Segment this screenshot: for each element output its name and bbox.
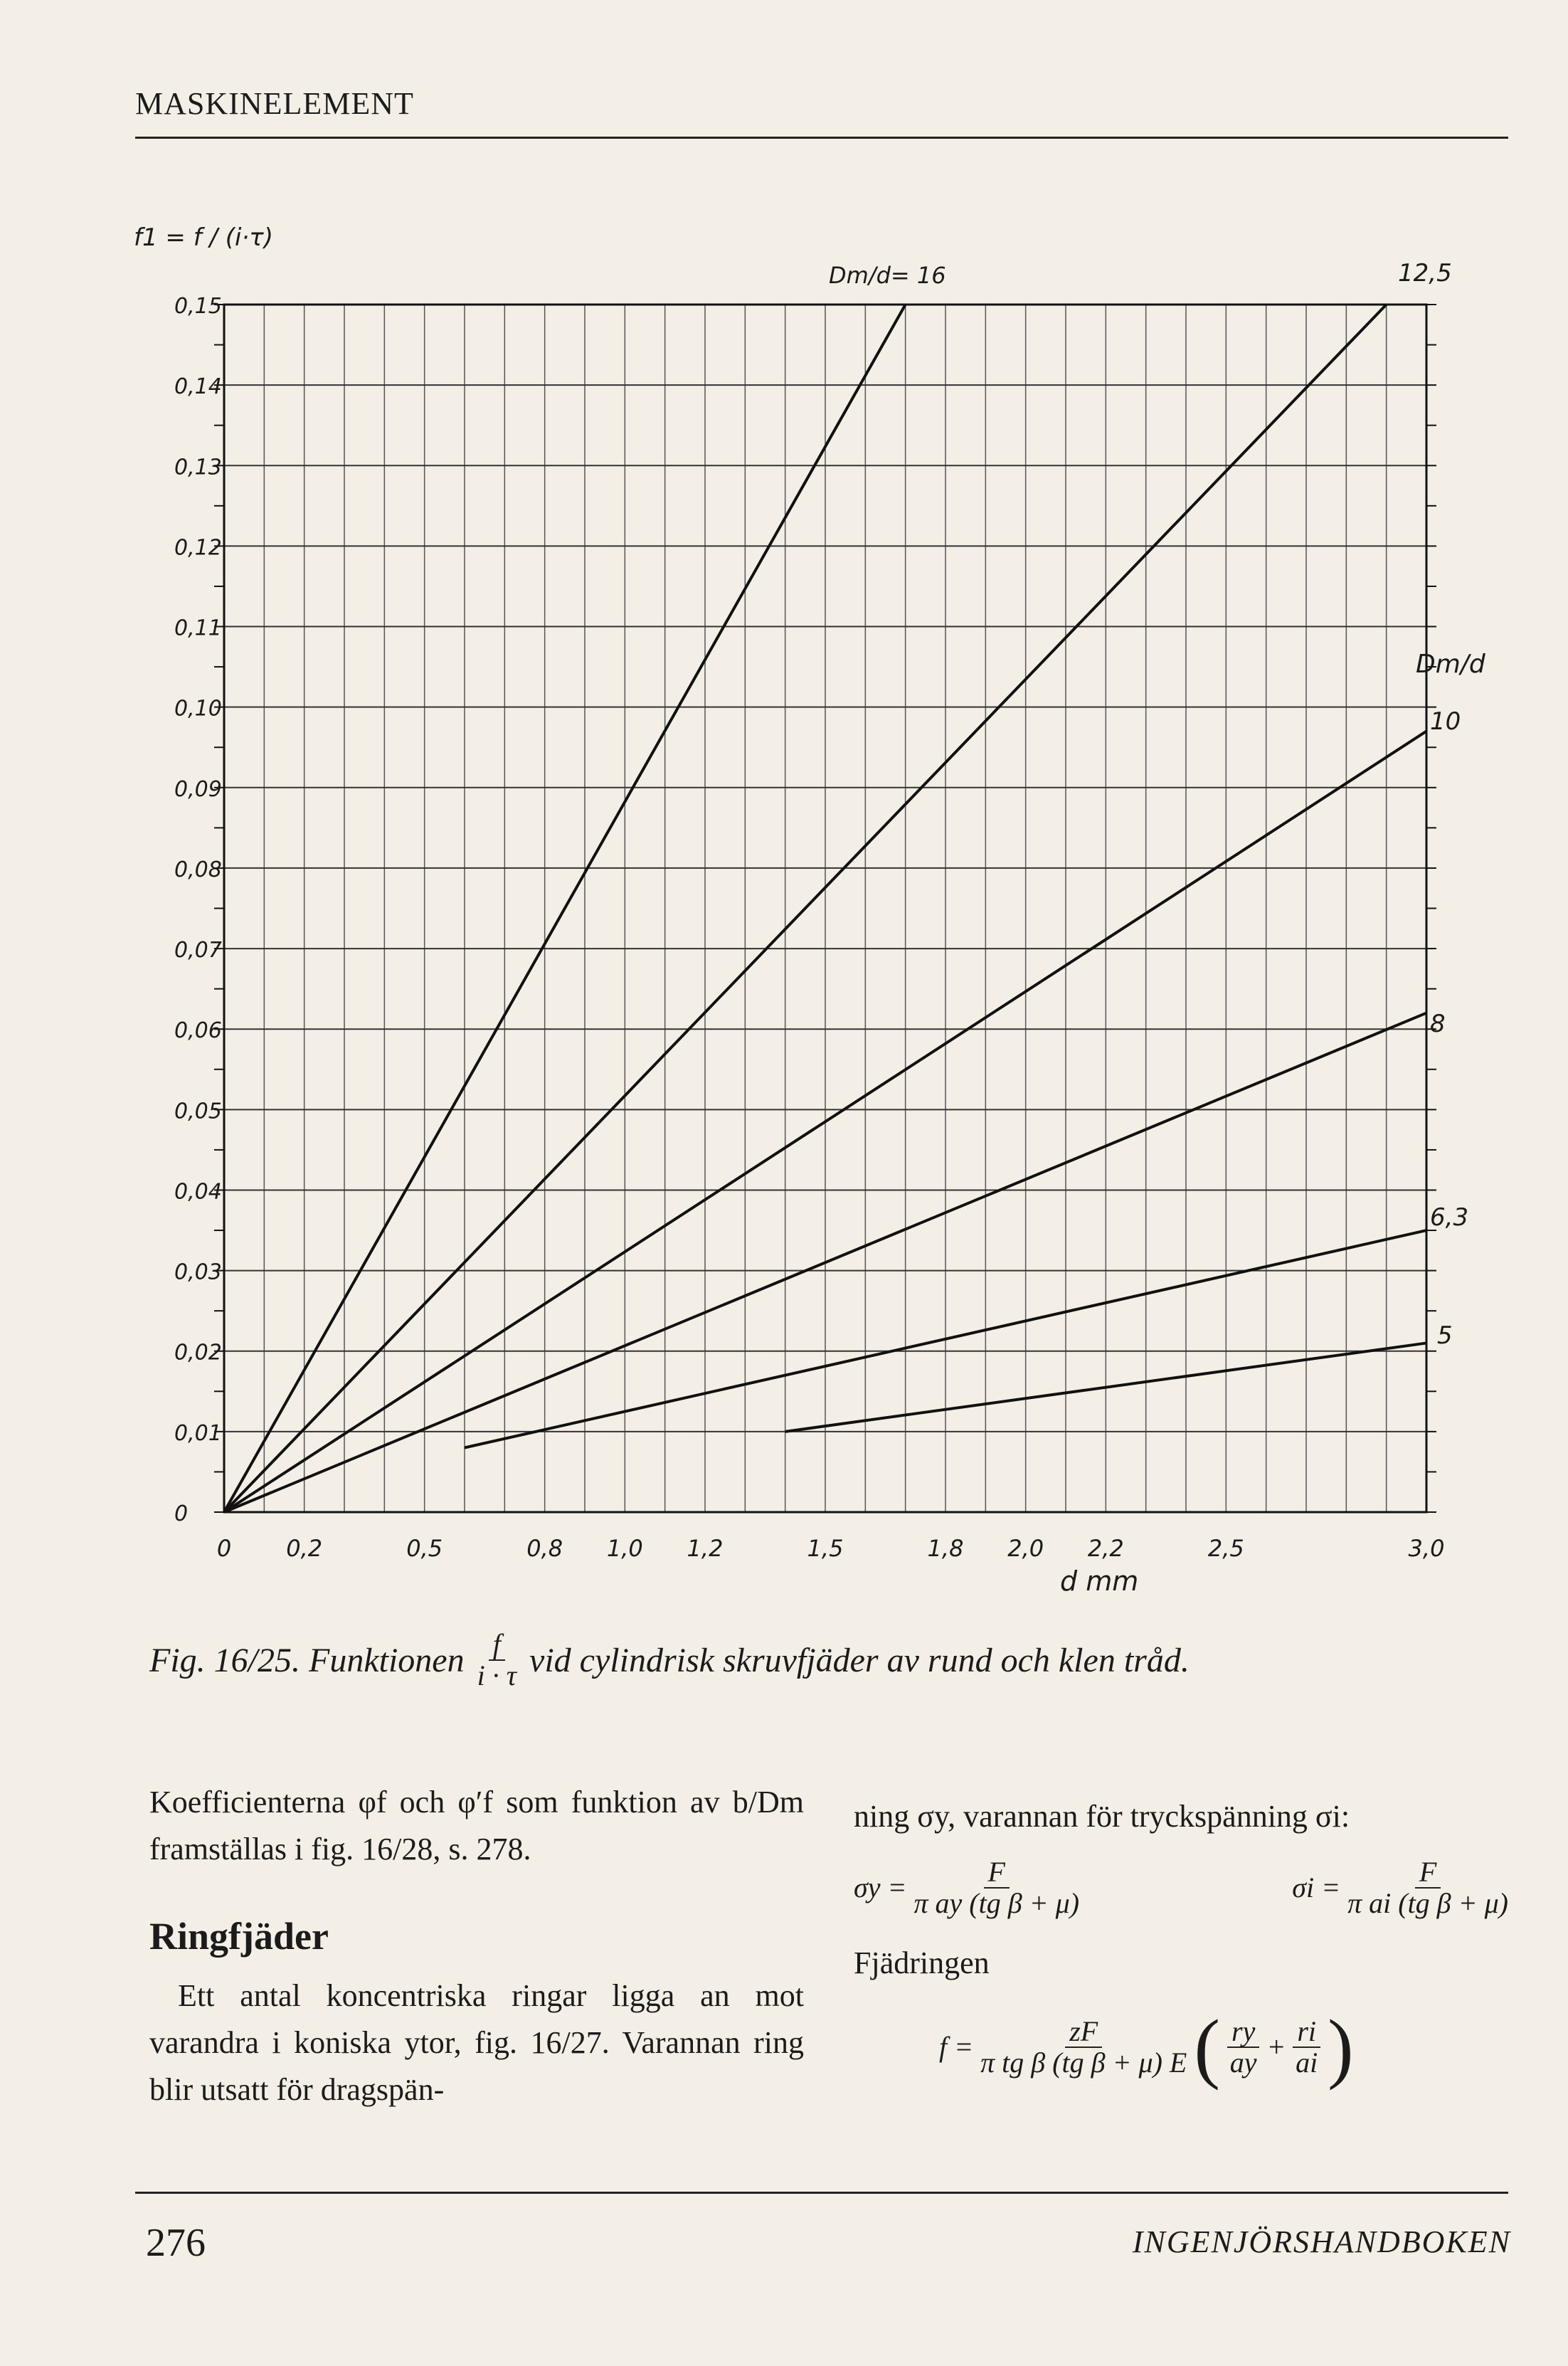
term2-fraction <box>1293 2017 1320 2078</box>
left-para-1: Koefficienterna φf och φ′f som funktion av b/Dm framställas i fig. 16/28, s. 278. <box>149 1785 804 1866</box>
y-tick-label: 0,02 <box>174 1340 222 1366</box>
sigma-y-fraction <box>913 1857 1079 1918</box>
figure-caption <box>149 1630 1430 1691</box>
caption-prefix: Fig. 16/25. Funktionen <box>149 1641 465 1679</box>
series-label: 6,3 <box>1430 1203 1469 1232</box>
book-title: INGENJÖRSHANDBOKEN <box>1132 2224 1511 2259</box>
sigma-i-den: π ai (tg β + μ) <box>1347 1887 1508 1919</box>
x-tick-label: 0,2 <box>286 1535 323 1562</box>
term1-fraction <box>1227 2017 1259 2078</box>
x-tick-label: 3,0 <box>1408 1535 1445 1562</box>
fjadringen-label: Fjädringen <box>854 1945 990 1980</box>
right-column <box>854 1793 1508 2091</box>
y-tick-label: 0,12 <box>174 535 222 561</box>
stress-formulas <box>854 1857 1508 1918</box>
y-tick-label: 0,15 <box>174 294 222 319</box>
x-tick-label: 1,0 <box>606 1535 643 1562</box>
caption-frac-den: i · τ <box>477 1659 517 1691</box>
x-tick-label: 2,0 <box>1007 1535 1044 1562</box>
sigma-i-num: F <box>1415 1857 1441 1889</box>
caption-fraction <box>477 1630 517 1691</box>
sigma-y-den: π ay (tg β + μ) <box>913 1887 1080 1919</box>
series-line <box>224 305 906 1512</box>
page-number: 276 <box>146 2221 206 2265</box>
series-label: 10 <box>1430 707 1461 736</box>
sigma-i-fraction <box>1347 1857 1508 1918</box>
x-axis-label: d mm <box>1060 1565 1139 1597</box>
right-para-1: ning σy, varannan för tryckspänning σi: <box>854 1799 1350 1834</box>
y-tick-label: 0,05 <box>174 1099 222 1124</box>
top-series-label: Dm/d= 16 <box>829 262 946 289</box>
y-tick-label: 0,09 <box>174 776 222 802</box>
y-tick-label: 0,11 <box>174 616 222 641</box>
f-den: π tg β (tg β + μ) E <box>980 2047 1187 2079</box>
y-tick-label: 0,01 <box>174 1420 222 1446</box>
y-tick-label: 0,14 <box>174 374 222 400</box>
deflection-formula <box>854 2004 1508 2091</box>
x-tick-label: 2,2 <box>1087 1535 1124 1562</box>
running-head: MASKINELEMENT <box>135 86 414 121</box>
term2-num: ri <box>1293 2017 1320 2048</box>
x-tick-label: 0,8 <box>526 1535 563 1562</box>
f-fraction <box>980 2017 1187 2078</box>
left-paren: ( <box>1194 2004 1221 2091</box>
caption-suffix: vid cylindrisk skruvfjäder av rund och klen tråd. <box>529 1641 1190 1679</box>
y-tick-label: 0,06 <box>174 1018 222 1044</box>
section-heading: Ringfjäder <box>149 1915 329 1958</box>
plus-sign: + <box>1266 2031 1286 2063</box>
x-tick-label: 1,5 <box>807 1535 844 1562</box>
x-tick-label: 1,2 <box>687 1535 724 1562</box>
y-tick-label: 0,07 <box>174 938 222 963</box>
y-tick-label: 0,08 <box>174 857 222 882</box>
series-line <box>224 305 1387 1512</box>
y-tick-label: 0 <box>174 1501 189 1526</box>
x-tick-label: 0,5 <box>406 1535 443 1562</box>
series-label: 12,5 <box>1398 259 1452 287</box>
term1-num: ry <box>1227 2017 1259 2048</box>
sigma-y-num: F <box>984 1857 1010 1889</box>
series-label: 8 <box>1430 1010 1446 1038</box>
x-tick-label: 2,5 <box>1207 1535 1244 1562</box>
term1-den: ay <box>1229 2047 1257 2079</box>
bottom-rule <box>135 2192 1508 2194</box>
legend-title: Dm/d <box>1416 650 1485 679</box>
right-paren: ) <box>1328 2004 1354 2091</box>
sigma-i-formula <box>1292 1857 1508 1918</box>
caption-frac-num: f <box>489 1630 505 1661</box>
y-tick-label: 0,10 <box>174 696 222 722</box>
left-para-2: Ett antal koncentriska ringar ligga an mot varandra i koniska ytor, fig. 16/27. Varannan ring blir utsatt för dragspän- <box>149 1978 804 2107</box>
f-num: zF <box>1065 2017 1102 2048</box>
series-label: 5 <box>1437 1321 1453 1350</box>
sigma-i-lhs: σi = <box>1292 1871 1341 1903</box>
sigma-y-lhs: σy = <box>854 1871 907 1903</box>
y-tick-label: 0,03 <box>174 1259 222 1285</box>
term2-den: ai <box>1296 2047 1318 2079</box>
y-tick-label: 0,13 <box>174 455 222 480</box>
x-tick-label: 1,8 <box>927 1535 964 1562</box>
y-axis-label: f1 = f / (i·τ) <box>134 223 273 252</box>
y-tick-label: 0,04 <box>174 1179 222 1205</box>
sigma-y-formula <box>854 1857 1079 1918</box>
left-column <box>149 1779 804 2113</box>
f-lhs: f = <box>939 2031 974 2063</box>
x-tick-label: 0 <box>216 1535 232 1562</box>
